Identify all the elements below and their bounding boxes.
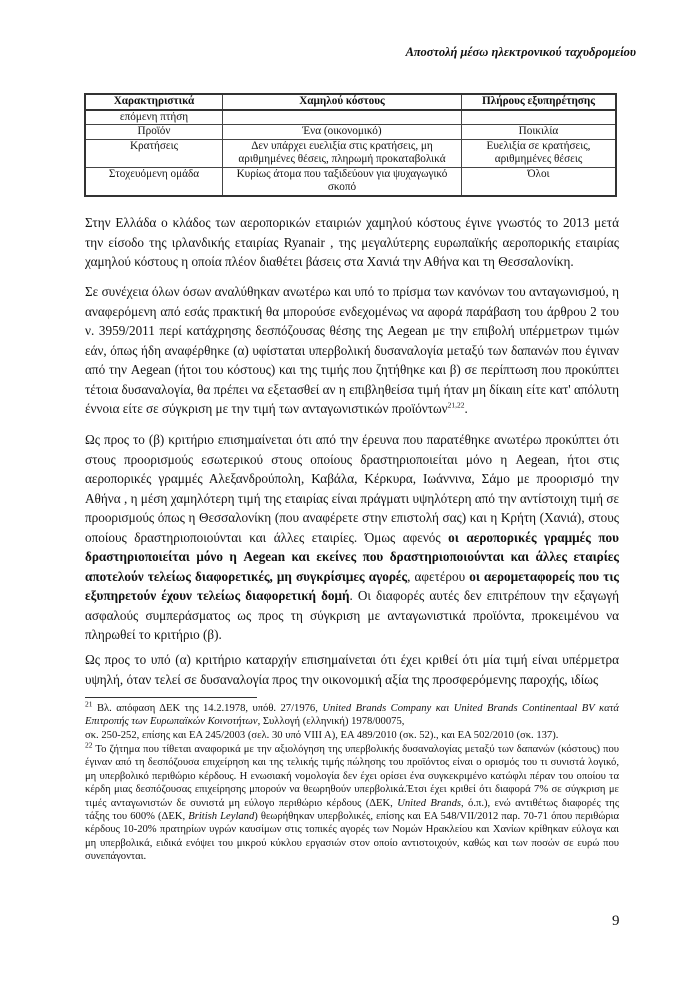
- column-header: Χαρακτηριστικά: [85, 94, 223, 110]
- paragraph-criterion-b: [85, 430, 619, 645]
- paragraph-text: Ως προς το (β) κριτήριο επισημαίνεται ότι από την έρευνα που παρατέθηκε ανωτέρω προκύπτει ότι στους προορισμούς εσωτερικού στους οποίους δραστηριοποιείται μόνο η Aegean, ήτοι στις αεροπορικές γραμμές Αλεξανδρούπολη, Καβάλα, Κέρκυρα, Ιωάννινα, Σάμο με προορισμό την Αθήνα , η μέση χαμηλότερη τιμή της εταιρίας είναι πράγματι υψηλότερη από την αντίστοιχη τιμή σε προορισμούς όπως η Θεσσαλονίκη (που αναφέρετε στην επιστολή σας) και η Κρήτη (Χανιά), στους οποίους δραστηριοποιούνται και άλλες εταιρίες. Όμως αφενός: [85, 432, 619, 545]
- paragraph-text: .: [464, 401, 468, 416]
- footnote-21: [85, 699, 619, 742]
- table-cell: Προϊόν: [85, 125, 223, 140]
- table-cell: Ποικιλία: [462, 125, 617, 140]
- paragraph-text: Σε συνέχεια όλων όσων αναλύθηκαν ανωτέρω και υπό το πρίσμα των κανόνων του ανταγωνισμού, η αναφερόμενη από εσάς πρακτική θα μπορούσε ενδεχομένως να αφορά παράβαση του άρθρου 2 του ν. 3959/2011 περί κατάχρησης δεσπόζουσας θέσης της Aegean με την επιβολή υπέρμετρων τιμών εάν, όπως ήδη αναφέρθηκε (α) υφίσταται υπερβολική δυσαναλογία μεταξύ των δαπανών που έγιναν από την Aegean (ήτοι του κόστους) και της τιμής που ζητήθηκε και β) σε περίπτωση που προκύπτει τέτοια δυσαναλογία, θα πρέπει να εξετασθεί αν η επιβληθείσα τιμή ήταν μη δίκαιη είτε κατ' απόλυτη έννοια είτε σε σύγκριση με την τιμή των ανταγωνιστικών προϊόντων: [85, 284, 619, 416]
- table-cell: Κρατήσεις: [85, 139, 223, 167]
- comparison-table: [84, 93, 617, 197]
- footnote-number: 21: [85, 699, 93, 709]
- footnote-22: [85, 740, 620, 864]
- paragraph-competition-rules: [85, 282, 619, 419]
- table-cell: Κυρίως άτομα που ταξιδεύουν για ψυχαγωγικό σκοπό: [223, 167, 462, 196]
- table-row: [85, 139, 616, 167]
- footnote-text: , Συλλογή (ελληνική) 1978/00075,: [257, 716, 405, 728]
- table-cell: Ένα (οικονομικό): [223, 125, 462, 140]
- table-cell: Ευελιξία σε κρατήσεις, αριθμημένες θέσεις: [462, 139, 617, 167]
- table-row: [85, 125, 616, 140]
- running-header: Αποστολή μέσω ηλεκτρονικού ταχυδρομείου: [405, 45, 636, 59]
- table-cell: Όλοι: [462, 167, 617, 196]
- paragraph-ryanair: [85, 213, 619, 272]
- table-cell: επόμενη πτήση: [85, 110, 223, 125]
- column-header: Χαμηλού κόστους: [223, 94, 462, 110]
- case-name: United Brands: [397, 797, 462, 809]
- footnote-number: 22: [85, 740, 93, 750]
- footnote-text: Το ζήτημα που τίθεται αναφορικά με την αξιολόγηση της υπερβολικής δυσαναλογίας μεταξύ των δαπανών (κόστους) που έγιναν από τη δεσπόζουσα επιχείρηση και της τελικής τιμής πώλησης του προϊόντος είναι ο ορισμός του τι συνιστά λογικό, μη υπερβολικό περιθώριο κέρδους. Η ενωσιακή νομολογία δεν έχει ορίσει ένα συγκεκριμένο κατώφλι πέραν του οποίου τα κέρδη μιας δεσπόζουσας επιχείρησης μπορούν να θεωρηθούν υπερβολικά.Έτσι έχει κριθεί ότι διαφορά 7% σε σύγκριση με τιμές ανταγωνιστών δε συνιστά μη εύλογο περιθώριο κέρδους (ΔΕΚ,: [85, 744, 619, 809]
- table-cell: [223, 110, 462, 125]
- column-header: Πλήρους εξυπηρέτησης: [462, 94, 617, 110]
- paragraph-text: . Οι διαφορές αυτές δεν επιτρέπουν την εξαγωγή ασφαλούς συμπεράσματος ως προς τη σύγκριση με ανταγωνιστικά προϊόντα, προκειμένου να πληρωθεί το κριτήριο (β).: [85, 588, 620, 642]
- page-number: 9: [612, 913, 620, 929]
- footnote-ref[interactable]: 21,22: [447, 400, 465, 410]
- case-name: United Brands Company και United Brands Continentaal BV κατά Επιτροπής των Ευρωπαϊκών Κοινοτήτων: [85, 703, 619, 728]
- case-name: British Leyland: [188, 811, 255, 823]
- footnote-separator: [85, 697, 257, 698]
- paragraph-text: Στην Ελλάδα ο κλάδος των αεροπορικών εταιριών χαμηλού κόστους έγινε γνωστός το 2013 μετά την είσοδο της ιρλανδικής εταιρίας Ryanair , της μεγαλύτερης ευρωπαϊκής αεροπορικής εταιρίας χαμηλού κόστους η οποία πλέον διαθέτει βάσεις στα Χανιά την Αθήνα και τη Θεσσαλονίκη.: [85, 215, 619, 269]
- table-cell: Στοχευόμενη ομάδα: [85, 167, 223, 196]
- footnote-text: ) θεωρήθηκαν υπερβολικές, επίσης και ΕΑ 548/VII/2012 παρ. 70-71 όπου περιθώρια κέρδους 10-20% πρατηρίων υγρών καυσίμων στις τοπικές αγορές των Νομών Ηρακλείου και Χανίων κρίθηκαν εύλογα και μη υπερβολικά, ειδικά ενόψει του μικρού κύκλου εργασιών στον οποίο αντιστοιχούν, καθώς και των ποσών σε ευρώ που συνεπάγονται.: [85, 811, 620, 863]
- emphasis-text: οι αερομεταφορείς που τις εξυπηρετούν έχουν τελείως διαφορετική δομή: [85, 568, 619, 603]
- table-row: [85, 167, 616, 196]
- paragraph-text: , αφετέρου: [407, 568, 470, 584]
- paragraph-text: Ως προς το υπό (α) κριτήριο καταρχήν επισημαίνεται ότι έχει κριθεί ότι μία τιμή είναι υπέρμετρα υψηλή, όταν τελεί σε δυσαναλογία προς την οικονομική αξία της προσφερόμενης παροχής, ιδίως: [85, 652, 619, 687]
- table-header-row: [85, 94, 616, 110]
- paragraph-criterion-a: [85, 650, 619, 689]
- emphasis-text: οι αεροπορικές γραμμές που δραστηριοποιείται μόνο η Aegean και εκείνες που δραστηριοποιούνται και άλλες εταιρίες αποτελούν τελείως διαφορετικές, μη συγκρίσιμες αγορές: [85, 529, 619, 584]
- table-row: [85, 110, 616, 125]
- footnote-text: Βλ. απόφαση ΔΕΚ της 14.2.1978, υπόθ. 27/1976,: [92, 703, 323, 714]
- table-cell: Δεν υπάρχει ευελιξία στις κρατήσεις, μη αριθμημένες θέσεις, πληρωμή προκαταβολικά: [223, 139, 462, 167]
- footnote-text: σκ. 250-252, επίσης και ΕΑ 245/2003 (σελ. 30 υπό VIII A), ΕΑ 489/2010 (σκ. 52)., και ΕΑ 502/2010 (σκ. 137).: [85, 729, 559, 741]
- footnote-text: , ό.π.), ενώ αντιθέτως διαφορές της τάξης του 600% (ΔΕΚ,: [85, 797, 620, 823]
- table-cell: [462, 110, 617, 125]
